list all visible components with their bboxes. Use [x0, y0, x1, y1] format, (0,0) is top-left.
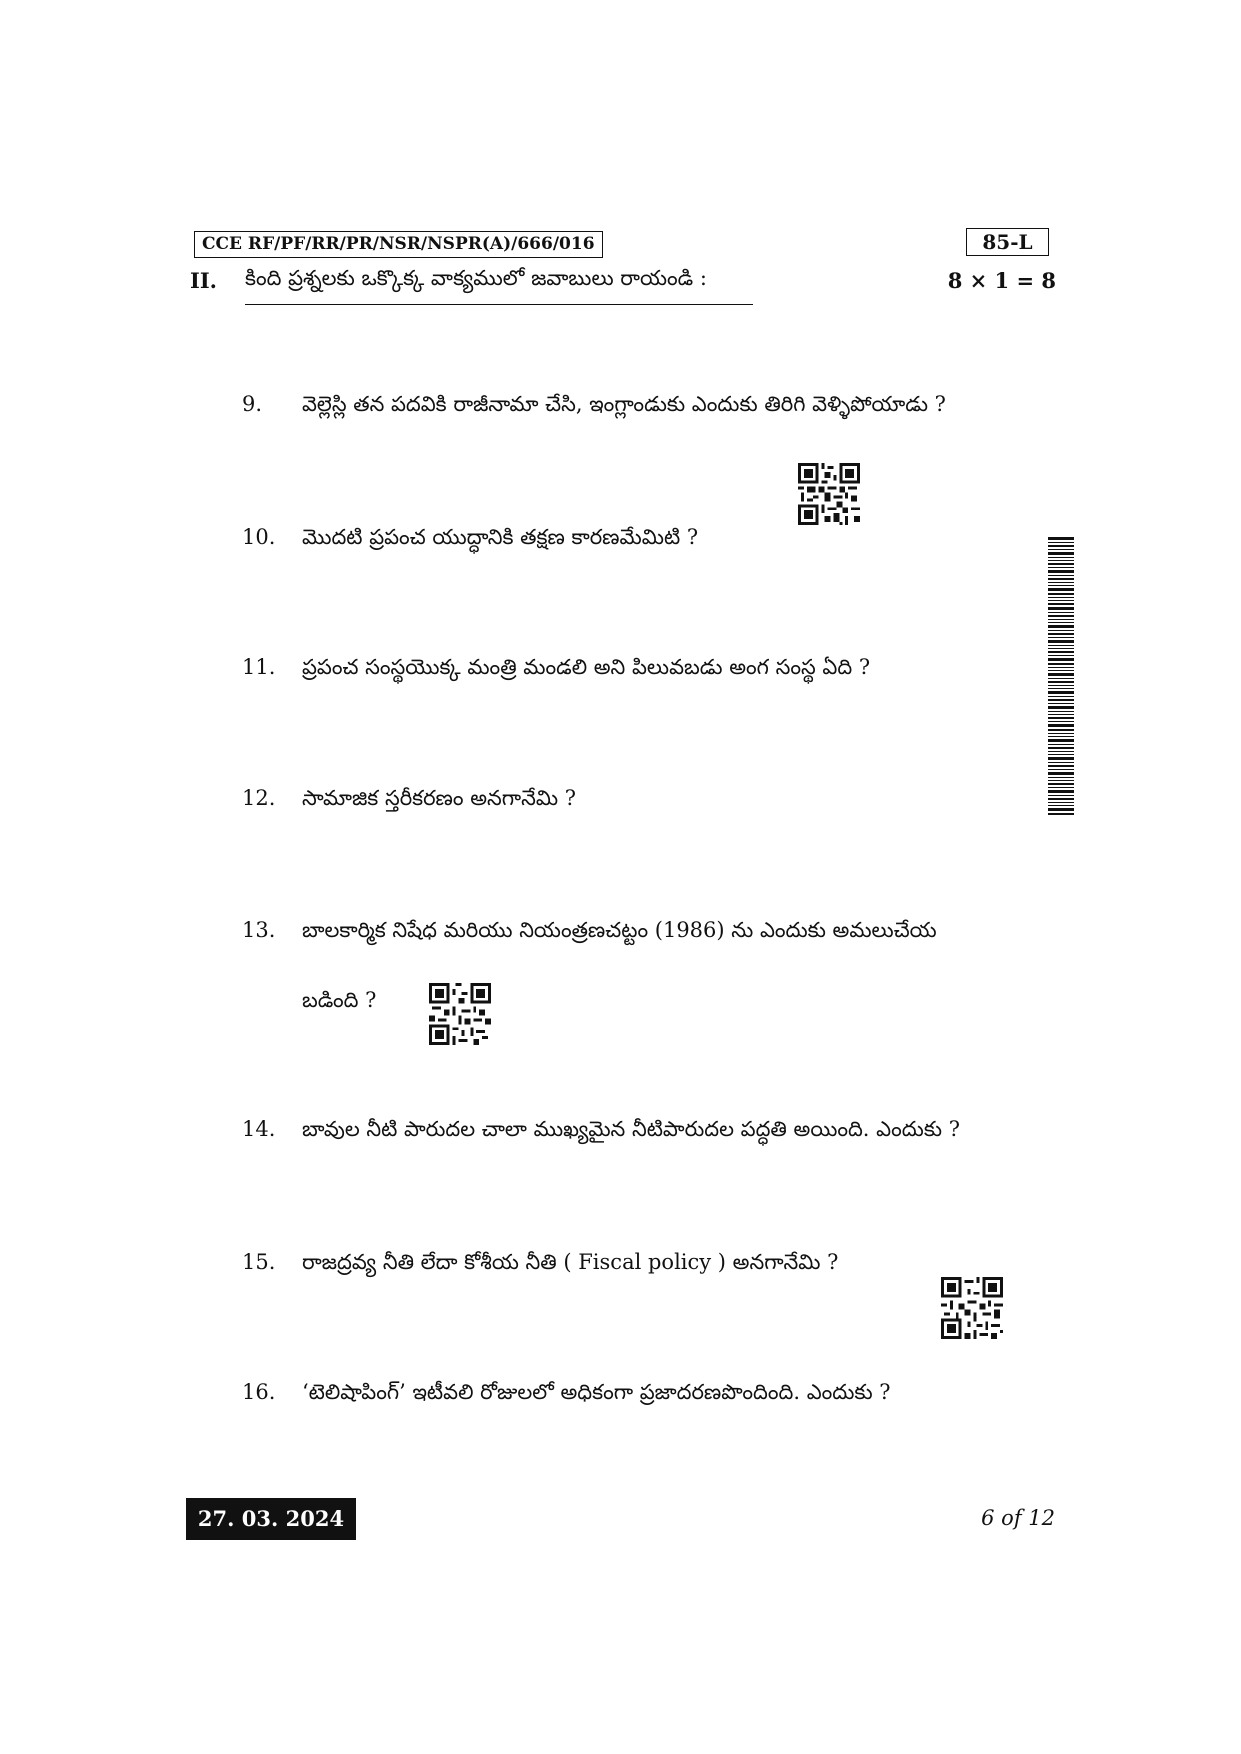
question-number: 11.	[242, 655, 276, 679]
question-text: ప్రపంచ సంస్థయొక్క మంత్రి మండలి అని పిలువబడు అంగ సంస్థ ఏది ?	[302, 655, 871, 679]
question-text: బావుల నీటి పారుదల చాలా ముఖ్యమైన నీటిపారుదల పద్ధతి అయింది. ఎందుకు ?	[302, 1117, 960, 1141]
section-marks: 8 × 1 = 8	[947, 268, 1056, 293]
question-number: 12.	[242, 786, 276, 810]
section-number: II.	[190, 268, 217, 293]
question-number: 9.	[242, 392, 263, 416]
question-number: 13.	[242, 918, 276, 942]
question-number: 15.	[242, 1250, 276, 1274]
qr-code-icon	[941, 1277, 1003, 1339]
question-number: 14.	[242, 1117, 276, 1141]
page-number: 6 of 12	[981, 1506, 1055, 1530]
exam-date-badge: 27. 03. 2024	[186, 1498, 356, 1540]
qr-code-icon	[798, 463, 860, 525]
paper-code-box: 85-L	[966, 228, 1049, 256]
exam-code-box: CCE RF/PF/RR/PR/NSR/NSPR(A)/666/016	[194, 231, 603, 258]
question-text: రాజద్రవ్య నీతి లేదా కోశీయ నీతి ( Fiscal policy ) అనగానేమి ?	[302, 1250, 839, 1274]
question-text-continuation: బడింది ?	[302, 988, 377, 1012]
question-text: సామాజిక స్తరీకరణం అనగానేమి ?	[302, 786, 577, 810]
question-text: మొదటి ప్రపంచ యుద్ధానికి తక్షణ కారణమేమిటి ?	[302, 525, 699, 549]
question-number: 16.	[242, 1380, 276, 1404]
question-text: బాలకార్మిక నిషేధ మరియు నియంత్రణచట్టం (1986) ను ఎందుకు అమలుచేయ	[302, 918, 937, 942]
question-text: ‘టెలిషాపింగ్’ ఇటీవలి రోజులలో అధికంగా ప్రజాదరణపొందింది. ఎందుకు ?	[302, 1380, 891, 1404]
question-number: 10.	[242, 525, 276, 549]
section-instruction: కింది ప్రశ్నలకు ఒక్కొక్క వాక్యములో జవాబులు రాయండి :	[245, 266, 753, 305]
barcode-icon	[1048, 537, 1074, 815]
qr-code-icon	[429, 983, 491, 1045]
question-text: వెల్లెస్లి తన పదవికి రాజీనామా చేసి, ఇంగ్లాండుకు ఎందుకు తిరిగి వెళ్ళిపోయాడు ?	[302, 392, 946, 416]
